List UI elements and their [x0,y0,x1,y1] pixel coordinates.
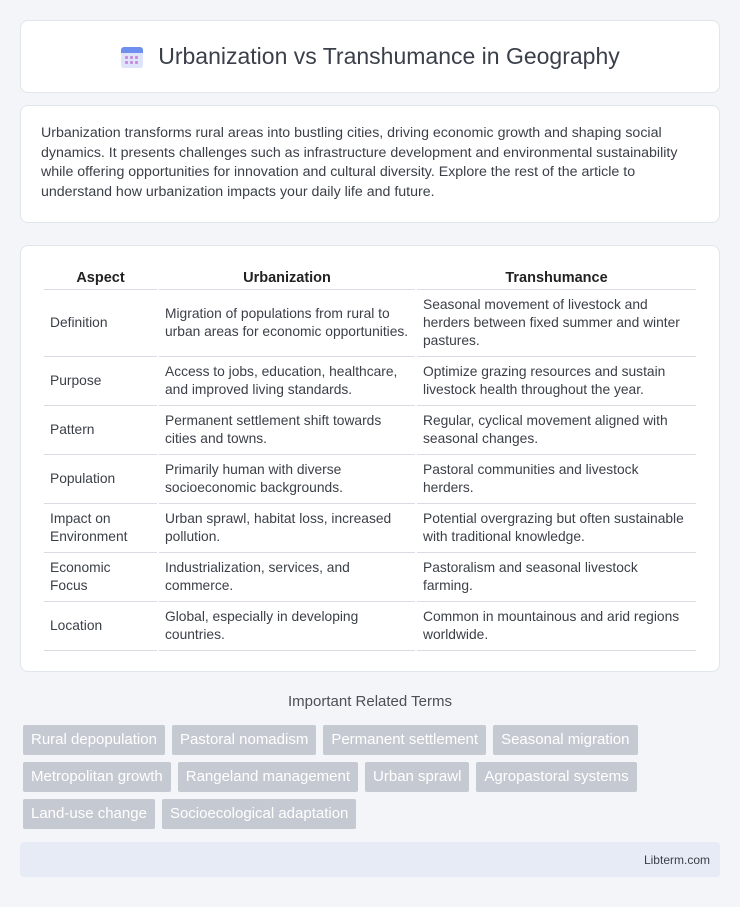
table-row [44,455,696,504]
footer [20,842,720,877]
cell-aspect: Population [44,455,157,504]
cell-transhumance: Pastoral communities and livestock herders. [417,455,696,504]
term-tag[interactable]: Land-use change [23,799,155,829]
cell-urbanization: Industrialization, services, and commerce. [159,553,415,602]
calendar-icon [120,45,144,69]
term-tag[interactable]: Rural depopulation [23,725,165,755]
related-terms-list [23,725,723,829]
cell-transhumance: Pastoralism and seasonal livestock farming. [417,553,696,602]
cell-urbanization: Urban sprawl, habitat loss, increased pollution. [159,504,415,553]
term-tag[interactable]: Seasonal migration [493,725,637,755]
term-tag[interactable]: Permanent settlement [323,725,486,755]
cell-aspect: Pattern [44,406,157,455]
related-terms-title: Important Related Terms [288,693,452,710]
term-tag[interactable]: Socioecological adaptation [162,799,356,829]
term-tag[interactable]: Rangeland management [178,762,358,792]
intro-text: Urbanization transforms rural areas into bustling cities, driving economic growth and shaping social dynamics. It presents challenges such as infrastructure development and environmental sustainability while offering opportunities for innovation and cultural diversity. Explore the rest of the article to understand how urbanization impacts your daily life and future. [41,125,678,200]
header-card [20,20,720,93]
comparison-table-card [20,245,720,672]
cell-transhumance: Seasonal movement of livestock and herders between fixed summer and winter pastures. [417,290,696,357]
term-tag[interactable]: Urban sprawl [365,762,469,792]
column-header-urbanization: Urbanization [159,266,415,290]
cell-urbanization: Access to jobs, education, healthcare, and improved living standards. [159,357,415,406]
table-header-row [44,266,696,290]
table-row [44,357,696,406]
cell-transhumance: Common in mountainous and arid regions worldwide. [417,602,696,651]
cell-transhumance: Potential overgrazing but often sustainable with traditional knowledge. [417,504,696,553]
page-title: Urbanization vs Transhumance in Geography [158,43,620,69]
cell-transhumance: Regular, cyclical movement aligned with seasonal changes. [417,406,696,455]
cell-aspect: Purpose [44,357,157,406]
table-row [44,290,696,357]
cell-transhumance: Optimize grazing resources and sustain livestock health throughout the year. [417,357,696,406]
cell-aspect: Economic Focus [44,553,157,602]
cell-urbanization: Migration of populations from rural to urban areas for economic opportunities. [159,290,415,357]
table-row [44,553,696,602]
table-row [44,406,696,455]
footer-site-link[interactable]: Libterm.com [643,852,710,867]
table-row [44,602,696,651]
term-tag[interactable]: Metropolitan growth [23,762,171,792]
column-header-aspect: Aspect [44,266,157,290]
comparison-table [42,266,698,651]
column-header-transhumance: Transhumance [417,266,696,290]
cell-urbanization: Global, especially in developing countries. [159,602,415,651]
intro-card [20,105,720,223]
title-wrap [120,43,620,70]
cell-urbanization: Permanent settlement shift towards cities and towns. [159,406,415,455]
cell-urbanization: Primarily human with diverse socioeconomic backgrounds. [159,455,415,504]
cell-aspect: Location [44,602,157,651]
term-tag[interactable]: Pastoral nomadism [172,725,316,755]
term-tag[interactable]: Agropastoral systems [476,762,636,792]
table-row [44,504,696,553]
cell-aspect: Impact on Environment [44,504,157,553]
cell-aspect: Definition [44,290,157,357]
